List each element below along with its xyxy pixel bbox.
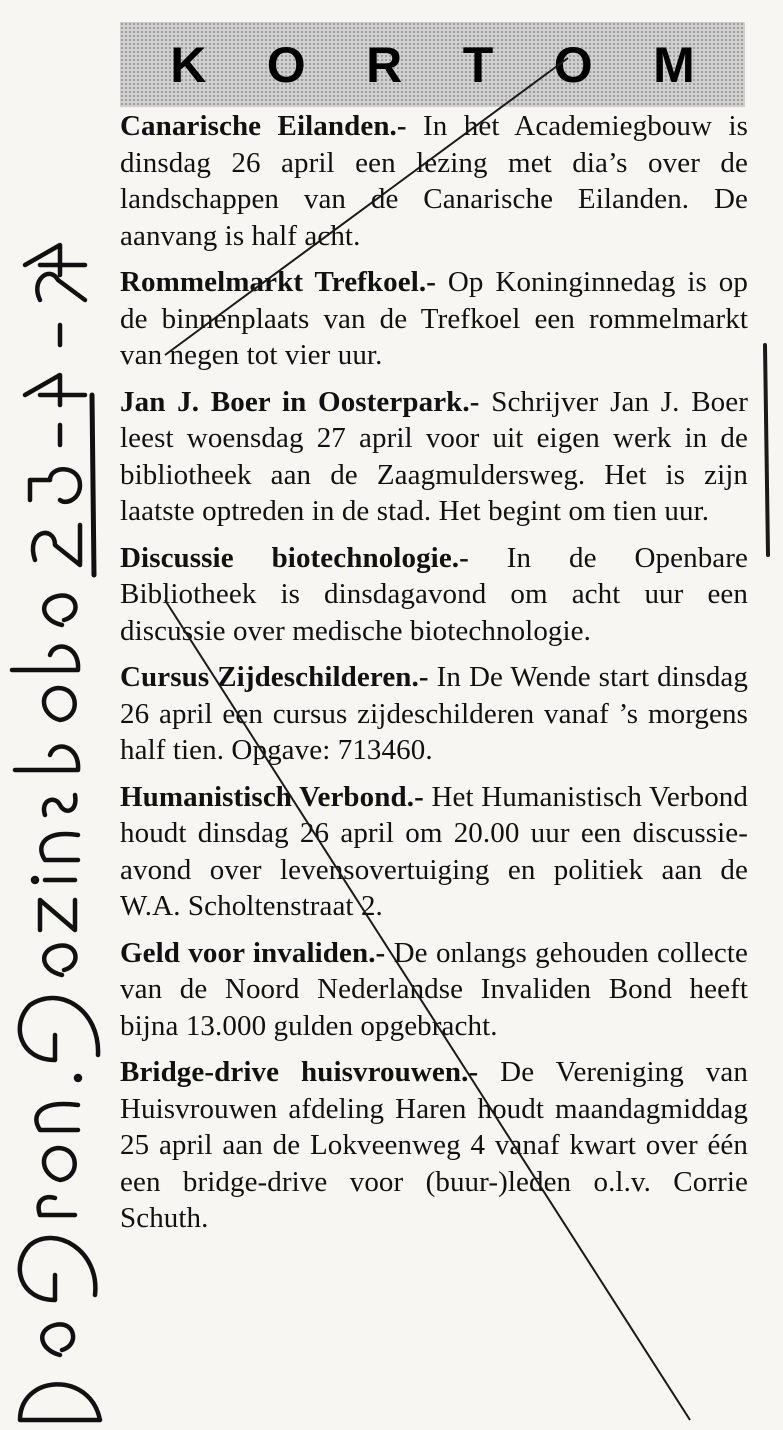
- news-column: [120, 108, 748, 1247]
- news-headline: Humanistisch Verbond.-: [120, 780, 424, 813]
- news-item: [120, 540, 748, 650]
- news-item: [120, 659, 748, 769]
- news-headline: Rommelmarkt Trefkoel.-: [120, 266, 436, 298]
- news-headline: Geld voor invaliden.-: [120, 936, 386, 969]
- page-title: [120, 22, 745, 107]
- news-headline: Bridge-drive huisvrouwen.-: [120, 1056, 479, 1088]
- title-letter: O: [266, 36, 306, 93]
- title-letter: R: [366, 36, 403, 93]
- news-headline: Jan J. Boer in Oosterpark.-: [120, 385, 480, 418]
- news-body: Het Humanistisch Verbond houdt dinsdag 26 april om 20.00 uur een discussie-avond over levensovertuiging en politiek aan de W.A. Scholtenstraat 2.: [120, 780, 749, 922]
- news-item: [120, 384, 748, 530]
- news-item: [120, 264, 748, 374]
- news-body: De Vereniging van Huisvrouwen afdeling Haren houdt maandagmiddag 25 april aan de Lokveenweg 4 vanaf kwart over één een bridge-drive voor (buur-)leden o.l.v. Corrie Schuth.: [120, 1056, 748, 1234]
- title-letter: O: [553, 36, 593, 93]
- news-body: De onlangs gehouden collecte van de Noord Nederlandse Invaliden Bond heeft bijna 13.000 gulden opgebracht.: [120, 936, 748, 1042]
- news-body: In de Openbare Bibliotheek is dinsdagavond om acht uur een discussie over medische biotechnologie.: [120, 541, 748, 647]
- title-letter: K: [170, 36, 207, 93]
- news-body: Schrijver Jan J. Boer leest woensdag 27 april voor uit eigen werk in de bibliotheek aan de Zaagmuldersweg. Het is zijn laatste optreden in de stad. Het begint om tien uur.: [120, 385, 748, 527]
- news-item: [120, 935, 748, 1045]
- news-body: Op Koninginnedag is op de binnenplaats van de Trefkoel een rommelmarkt van negen tot vier uur.: [120, 266, 748, 371]
- title-letter: M: [653, 36, 695, 93]
- news-headline: Discussie biotechnologie.-: [120, 541, 469, 574]
- news-body: In het Academiegbouw is dinsdag 26 april een lezing met dia’s over de landschappen van de Canarische Eilanden. De aanvang is half acht.: [120, 110, 748, 252]
- news-headline: Canarische Eilanden.-: [120, 110, 407, 142]
- news-item: [120, 779, 748, 925]
- news-item: [120, 108, 748, 254]
- title-letter: T: [462, 36, 494, 93]
- handwritten-source-note: [0, 0, 120, 1430]
- news-item: [120, 1054, 748, 1237]
- news-body: In De Wende start dinsdag 26 april een cursus zijdeschilderen vanaf ’s morgens half tien. Opgave: 713460.: [120, 661, 748, 766]
- news-headline: Cursus Zijdeschilderen.-: [120, 661, 429, 693]
